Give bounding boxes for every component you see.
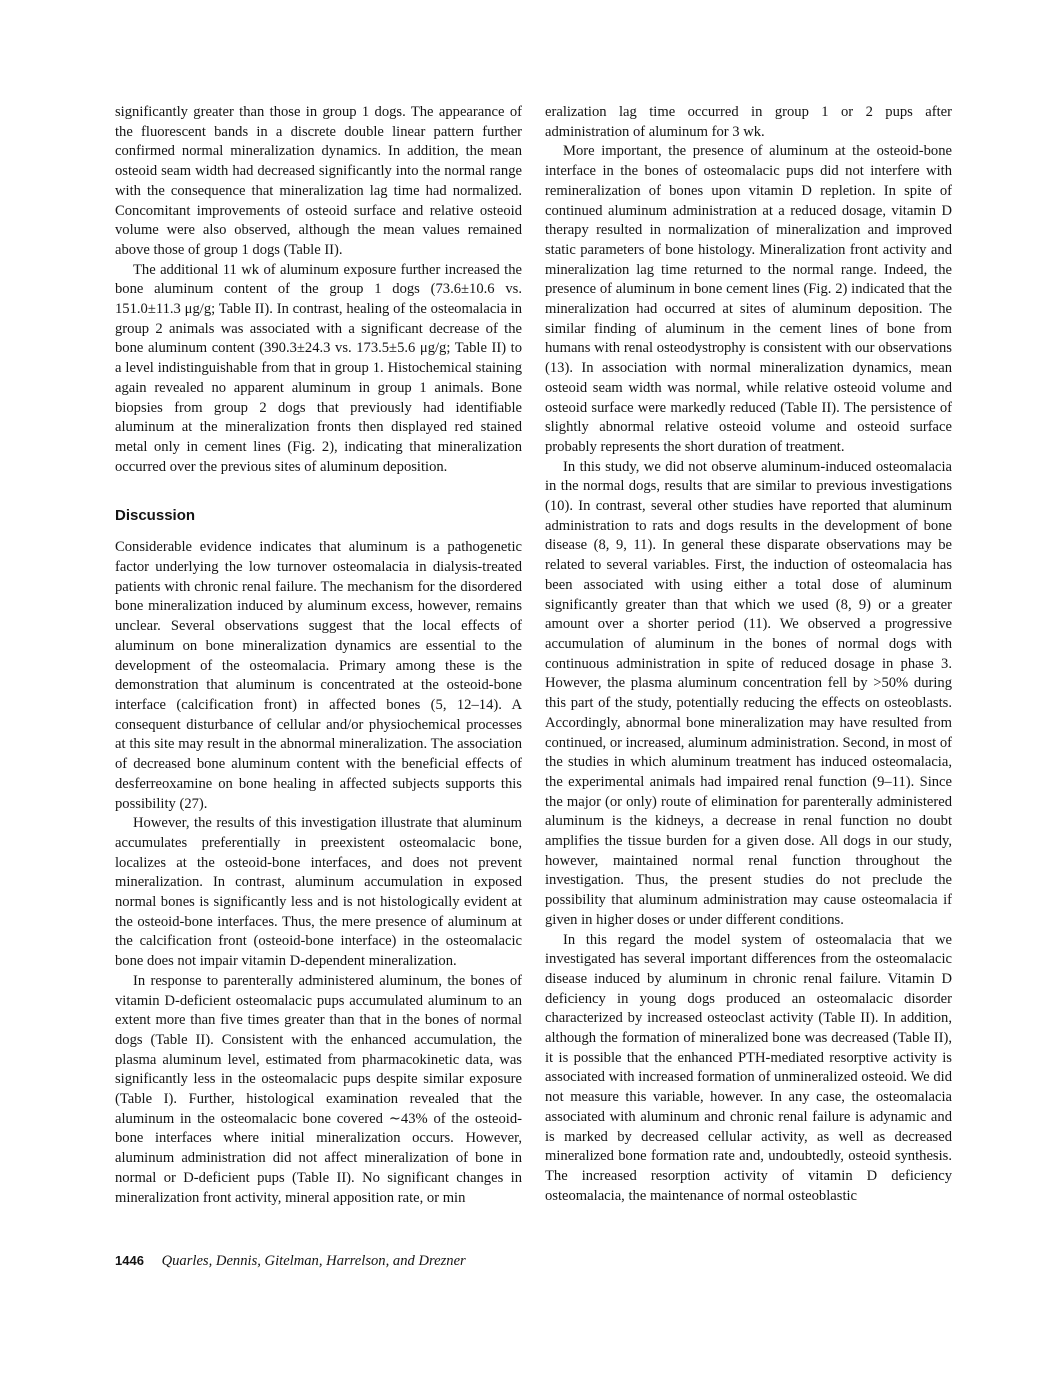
section-heading: Discussion bbox=[115, 507, 196, 525]
right-column bbox=[545, 103, 952, 1206]
paragraph: However, the results of this investigation illustrate that aluminum accumulates preferentially in preexistent osteomalacic bone, localizes at the osteoid-bone interfaces, and does not prevent mineralization. In contrast, aluminum accumulation in exposed normal bones is significantly less and is not histologically evident at the osteoid-bone interfaces. Thus, the mere presence of aluminum at the calcification front (osteoid-bone interface) in the osteomalacic bone does not impair vitamin D-dependent mineralization. bbox=[115, 815, 522, 970]
paragraph: The additional 11 wk of aluminum exposure further increased the bone aluminum content of the group 1 dogs (73.6±10.6 vs. 151.0±11.3 μg/g; Table II). In contrast, healing of the osteomalacia in group 2 animals was associated with a significant decrease of the bone aluminum content (390.3±24.3 vs. 173.5±5.6 μg/g; Table II) to a level indistinguishable from that in group 1. Histochemical staining again revealed no apparent aluminum in group 1 animals. Bone biopsies from group 2 dogs that previously had identifiable aluminum at the mineralization fronts then displayed red stained metal only in cement lines (Fig. 2), indicating that mineralization occurred over the previous sites of aluminum deposition. bbox=[115, 261, 522, 475]
paragraph: eralization lag time occurred in group 1 or 2 pups after administration of aluminum for 3 wk. bbox=[545, 104, 952, 140]
running-authors: Quarles, Dennis, Gitelman, Harrelson, and Drezner bbox=[161, 1253, 466, 1269]
page-number: 1446 bbox=[115, 1253, 144, 1268]
paragraph: Considerable evidence indicates that aluminum is a pathogenetic factor underlying the low turnover osteomalacia in dialysis-treated patients with chronic renal failure. The mechanism for the disordered bone mineralization induced by aluminum excess, however, remains unclear. Several observations suggest that the local effects of aluminum on bone mineralization dynamics are essential to the development of the osteomalacia. Primary among these is the demonstration that aluminum is concentrated at the osteoid-bone interface (calcification front) in affected bones (5, 12–14). A consequent disturbance of cellular and/or physiochemical processes at this site may result in the abnormal mineralization. The association of decreased bone aluminum content with the beneficial effects of desferreoxamine on bone healing in affected subjects supports this possibility (27). bbox=[115, 539, 522, 812]
paragraph: More important, the presence of aluminum at the osteoid-bone interface in the bones of osteomalacic pups did not interfere with remineralization of bones upon vitamin D repletion. In spite of continued aluminum administration at a reduced dosage, vitamin D therapy resulted in normalization of mineralization and improved static parameters of bone histology. Mineralization front activity and mineralization lag time returned to the normal range. Indeed, the presence of aluminum in bone cement lines (Fig. 2) indicated that the mineralization had occurred at sites of aluminum deposition. The similar finding of aluminum in the cement lines of bone from humans with renal osteodystrophy is consistent with our observations (13). In association with normal mineralization dynamics, mean osteoid seam width was normal, while relative osteoid volume and osteoid surface were markedly reduced (Table II). The persistence of slightly abnormal relative osteoid volume and osteoid surface probably represents the short duration of treatment. bbox=[545, 143, 952, 455]
left-column bbox=[115, 103, 522, 1208]
paragraph: In this study, we did not observe aluminum-induced osteomalacia in the normal dogs, results that are similar to previous investigations (10). In contrast, several other studies have reported that aluminum administration to rats and dogs results in the development of bone disease (8, 9, 11). In general these disparate observations may be related to several variables. First, the induction of osteomalacia has been associated with using either a total dose of aluminum significantly greater than that which we used (8, 9) or a greater amount over a shorter period (11). We observed a progressive accumulation of aluminum in the bones of normal dogs with continuous administration in spite of reduced dosage in phase 3. However, the plasma aluminum concentration fell by >50% during this part of the study, potentially reducing the effects on osteoblasts. Accordingly, abnormal bone mineralization may have resulted from continued, or increased, aluminum administration. Second, in most of the studies in which aluminum treatment has induced osteomalacia, the experimental animals had impaired renal function (9–11). Since the major (or only) route of elimination for parenterally administered aluminum is the kidneys, a decrease in renal function no doubt amplifies the tissue burden for a given dose. All dogs in our study, however, maintained normal renal function throughout the investigation. Thus, the present studies do not preclude the possibility that aluminum administration may cause osteomalacia if given in higher doses or under different conditions. bbox=[545, 458, 952, 928]
paragraph: significantly greater than those in group 1 dogs. The appearance of the fluorescent bands in a discrete double linear pattern further confirmed normal mineralization dynamics. In addition, the mean osteoid seam width had decreased significantly into the normal range with the consequence that mineralization lag time had normalized. Concomitant improvements of osteoid surface and relative osteoid volume were also observed, although the mean values remained above those of group 1 dogs (Table II). bbox=[115, 104, 522, 258]
paragraph: In response to parenterally administered aluminum, the bones of vitamin D-deficient osteomalacic pups accumulated aluminum to an extent more than five times greater than that in the bones of normal dogs (Table II). Consistent with the enhanced accumulation, the plasma aluminum level, estimated from pharmacokinetic data, was significantly less in the osteomalacic pups despite similar exposure (Table I). Further, histological examination revealed that the aluminum in the osteomalacic bone covered ∼43% of the osteoid-bone interfaces where initial mineralization occurs. However, aluminum administration did not affect mineralization of bone in normal or D-deficient pups (Table II). No significant changes in mineralization front activity, mineral apposition rate, or min bbox=[115, 972, 522, 1206]
paragraph: In this regard the model system of osteomalacia that we investigated has several important differences from the osteomalacic disease induced by aluminum in chronic renal failure. Vitamin D deficiency in young dogs produced an osteomalacic disorder characterized by increased osteoclast activity (Table II). In addition, although the formation of mineralized bone was decreased (Table II), it is possible that the enhanced PTH-mediated resorptive activity is associated with increased formation of unmineralized osteoid. We did not measure this variable, however. In any case, the osteomalacia associated with aluminum and chronic renal failure is adynamic and is marked by decreased cellular activity, as well as decreased mineralized bone formation rate and, undoubtedly, osteoid synthesis. The increased resorption activity of vitamin D deficiency osteomalacia, the maintenance of normal osteoblastic bbox=[545, 931, 952, 1204]
page-footer bbox=[115, 1252, 466, 1270]
